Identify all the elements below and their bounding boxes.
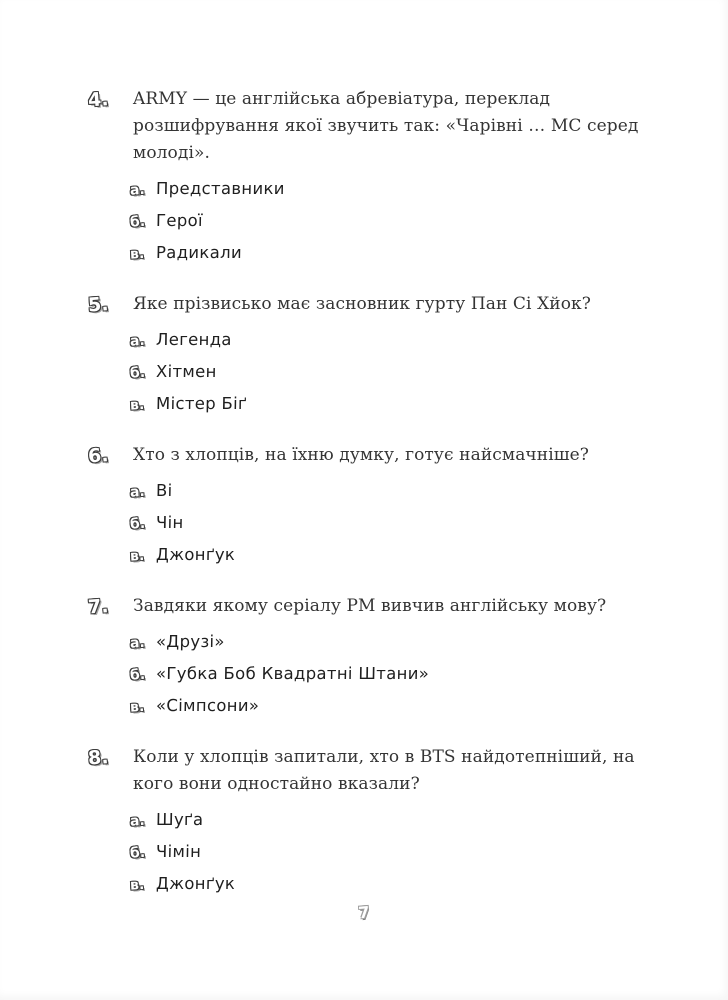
answer-option xyxy=(130,330,644,350)
option-list xyxy=(88,632,644,716)
option-letter: б. xyxy=(129,213,146,231)
question-list xyxy=(88,86,644,894)
option-text: Представники xyxy=(155,179,285,198)
option-list xyxy=(88,481,644,565)
option-text: Чімін xyxy=(155,842,202,861)
answer-option xyxy=(130,243,644,263)
answer-option xyxy=(130,179,644,199)
question-text: Яке прізвисько має засновник гурту Пан Сі Хйок? xyxy=(133,294,591,314)
question-number: 4. xyxy=(87,88,110,112)
question-block xyxy=(88,593,644,716)
option-letter: в. xyxy=(129,547,145,565)
option-letter: а. xyxy=(129,812,146,830)
answer-option xyxy=(130,842,644,862)
question-row xyxy=(88,744,644,798)
answer-option xyxy=(130,362,644,382)
option-text: Радикали xyxy=(155,243,243,262)
option-text: Легенда xyxy=(155,330,232,349)
question-row xyxy=(88,593,644,620)
question-block xyxy=(88,744,644,894)
option-letter: а. xyxy=(129,634,146,652)
option-letter: б. xyxy=(129,515,146,533)
question-text: Коли у хлопців запитали, хто в BTS найдотепніший, на кого вони одностайно вказали? xyxy=(133,747,635,794)
option-text: Хітмен xyxy=(155,362,217,381)
question-number: 8. xyxy=(87,746,110,770)
question-block xyxy=(88,442,644,565)
option-text: «Губка Боб Квадратні Штани» xyxy=(155,664,430,683)
question-block xyxy=(88,86,644,263)
answer-option xyxy=(130,545,644,565)
question-block xyxy=(88,291,644,414)
option-text: Джонґук xyxy=(155,545,236,564)
answer-option xyxy=(130,696,644,716)
question-row xyxy=(88,86,644,167)
option-letter: а. xyxy=(129,483,146,501)
question-number: 5. xyxy=(87,293,110,317)
question-row xyxy=(88,291,644,318)
answer-option xyxy=(130,481,644,501)
question-number: 6. xyxy=(87,444,110,468)
question-text: Завдяки якому серіалу РМ вивчив англійську мову? xyxy=(133,596,607,616)
option-letter: а. xyxy=(129,332,146,350)
option-text: Герої xyxy=(155,211,204,230)
option-list xyxy=(88,179,644,263)
option-letter: а. xyxy=(129,181,146,199)
answer-option xyxy=(130,810,644,830)
answer-option xyxy=(130,664,644,684)
answer-option xyxy=(130,632,644,652)
question-row xyxy=(88,442,644,469)
option-text: Містер Біґ xyxy=(155,394,248,413)
quiz-page-content xyxy=(88,86,644,922)
option-list xyxy=(88,810,644,894)
option-text: Джонґук xyxy=(155,874,236,893)
option-letter: в. xyxy=(129,876,145,894)
option-letter: в. xyxy=(129,245,145,263)
option-text: «Сімпсони» xyxy=(155,696,260,715)
answer-option xyxy=(130,211,644,231)
page-number: 7 xyxy=(357,902,371,923)
option-text: «Друзі» xyxy=(155,632,225,651)
option-text: Чін xyxy=(155,513,184,532)
option-letter: б. xyxy=(129,844,146,862)
option-letter: в. xyxy=(129,698,145,716)
option-letter: б. xyxy=(129,364,146,382)
answer-option xyxy=(130,394,644,414)
option-letter: б. xyxy=(129,666,146,684)
question-text: Хто з хлопців, на їхню думку, готує найсмачніше? xyxy=(133,445,590,465)
option-text: Ві xyxy=(155,481,173,500)
option-list xyxy=(88,330,644,414)
answer-option xyxy=(130,513,644,533)
option-letter: в. xyxy=(129,396,145,414)
question-number: 7. xyxy=(87,595,110,619)
option-text: Шуґа xyxy=(155,810,204,829)
question-text: ARMY — це англійська абревіатура, переклад розшифрування якої звучить так: «Чарівні … МС серед молоді». xyxy=(133,89,639,163)
